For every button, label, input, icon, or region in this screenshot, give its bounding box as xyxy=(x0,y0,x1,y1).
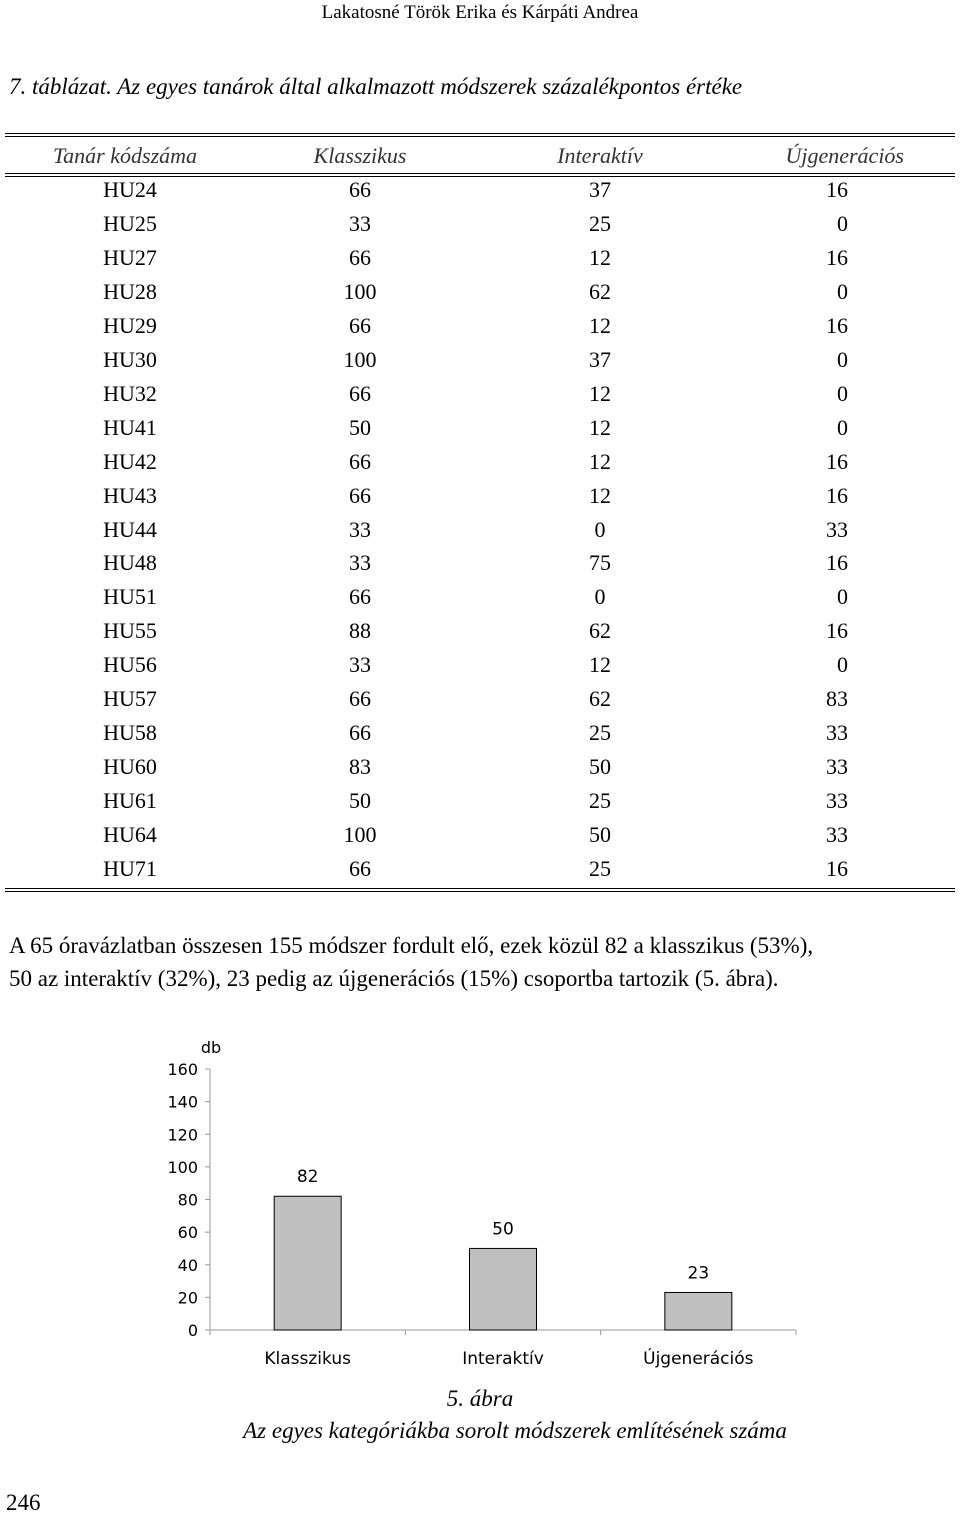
cell-ujgeneracios: 16 xyxy=(826,312,848,338)
table-row xyxy=(0,177,960,211)
cell-klasszikus: 50 xyxy=(349,788,371,814)
cell-klasszikus: 50 xyxy=(349,414,371,440)
cell-teacher-code: HU24 xyxy=(103,177,157,202)
cell-interaktiv: 12 xyxy=(589,482,611,508)
y-tick-label: 140 xyxy=(167,1092,198,1112)
cell-klasszikus: 88 xyxy=(349,618,371,644)
cell-ujgeneracios: 0 xyxy=(837,210,848,236)
cell-klasszikus: 33 xyxy=(349,652,371,678)
table-row xyxy=(0,381,960,415)
column-header-klasszikus: Klasszikus xyxy=(313,143,407,168)
cell-interaktiv: 25 xyxy=(589,856,611,881)
cell-ujgeneracios: 33 xyxy=(826,788,848,814)
table-row xyxy=(0,245,960,279)
cell-interaktiv: 12 xyxy=(589,448,611,474)
cell-teacher-code: HU42 xyxy=(103,448,157,474)
table-row xyxy=(0,347,960,381)
y-tick-label: 40 xyxy=(177,1255,198,1275)
cell-ujgeneracios: 16 xyxy=(826,244,848,270)
cell-ujgeneracios: 16 xyxy=(826,482,848,508)
cell-klasszikus: 66 xyxy=(349,584,371,610)
cell-teacher-code: HU55 xyxy=(103,618,157,644)
y-tick-label: 120 xyxy=(167,1125,198,1145)
cell-teacher-code: HU25 xyxy=(103,210,157,236)
x-category-label: Klasszikus xyxy=(264,1349,351,1369)
table-row xyxy=(0,686,960,720)
cell-klasszikus: 83 xyxy=(349,754,371,780)
y-tick-label: 80 xyxy=(177,1190,198,1210)
table-row xyxy=(0,788,960,822)
cell-teacher-code: HU64 xyxy=(103,822,157,848)
cell-ujgeneracios: 33 xyxy=(826,720,848,746)
cell-teacher-code: HU41 xyxy=(103,414,157,440)
page-number: 246 xyxy=(6,1490,41,1515)
table-top-rule xyxy=(5,133,955,137)
cell-klasszikus: 100 xyxy=(343,346,377,372)
table-header-row xyxy=(0,143,960,177)
y-tick-label: 0 xyxy=(187,1321,198,1340)
table-row xyxy=(0,754,960,788)
cell-klasszikus: 66 xyxy=(349,312,371,338)
table-row xyxy=(0,517,960,551)
cell-klasszikus: 33 xyxy=(349,210,371,236)
x-category-label: Interaktív xyxy=(462,1349,544,1369)
cell-ujgeneracios: 0 xyxy=(837,584,848,610)
cell-klasszikus: 66 xyxy=(349,720,371,746)
cell-klasszikus: 33 xyxy=(349,516,371,542)
body-paragraph xyxy=(9,929,954,995)
cell-interaktiv: 50 xyxy=(589,754,611,780)
table-row xyxy=(0,415,960,449)
bar-data-label: 82 xyxy=(296,1167,319,1188)
cell-teacher-code: HU30 xyxy=(103,346,157,372)
cell-interaktiv: 12 xyxy=(589,414,611,440)
y-tick-label: 100 xyxy=(167,1157,198,1177)
table-row xyxy=(0,856,960,890)
bar-újgenerációs xyxy=(665,1292,732,1330)
y-tick-label: 60 xyxy=(177,1223,198,1243)
cell-interaktiv: 50 xyxy=(589,822,611,848)
cell-interaktiv: 0 xyxy=(594,584,606,610)
cell-interaktiv: 12 xyxy=(589,244,611,270)
cell-teacher-code: HU61 xyxy=(103,788,157,814)
paragraph-line: 50 az interaktív (32%), 23 pedig az újgenerációs (15%) csoportba tartozik (5. ábra). xyxy=(9,966,779,991)
cell-teacher-code: HU48 xyxy=(103,550,157,576)
table-row xyxy=(0,449,960,483)
bar-data-label: 50 xyxy=(492,1219,514,1240)
x-category-label: Újgenerációs xyxy=(643,1349,754,1369)
cell-klasszikus: 66 xyxy=(349,448,371,474)
cell-teacher-code: HU28 xyxy=(103,278,157,304)
cell-ujgeneracios: 16 xyxy=(826,448,848,474)
cell-teacher-code: HU51 xyxy=(103,584,157,610)
cell-klasszikus: 66 xyxy=(349,482,371,508)
table-row xyxy=(0,211,960,245)
figure-caption: Az egyes kategóriákba sorolt módszerek említésének száma xyxy=(243,1418,787,1443)
cell-klasszikus: 100 xyxy=(343,278,377,304)
y-axis-label: db xyxy=(200,1038,222,1057)
cell-interaktiv: 12 xyxy=(589,312,611,338)
bar-klasszikus xyxy=(274,1196,341,1330)
cell-ujgeneracios: 0 xyxy=(837,414,848,440)
cell-interaktiv: 37 xyxy=(589,177,611,202)
table-caption: 7. táblázat. Az egyes tanárok által alkalmazott módszerek százalékpontos értéke xyxy=(9,74,743,99)
column-header-interaktiv: Interaktív xyxy=(557,143,643,168)
cell-ujgeneracios: 83 xyxy=(826,686,848,712)
cell-klasszikus: 66 xyxy=(349,856,371,881)
cell-klasszikus: 66 xyxy=(349,380,371,406)
cell-teacher-code: HU44 xyxy=(103,516,157,542)
table-row xyxy=(0,550,960,584)
table-row xyxy=(0,279,960,313)
cell-teacher-code: HU32 xyxy=(103,380,157,406)
cell-interaktiv: 25 xyxy=(589,210,611,236)
bar-interaktív xyxy=(470,1248,537,1330)
table-row xyxy=(0,652,960,686)
cell-teacher-code: HU58 xyxy=(103,720,157,746)
cell-ujgeneracios: 16 xyxy=(826,177,848,202)
table-row xyxy=(0,313,960,347)
cell-klasszikus: 66 xyxy=(349,244,371,270)
cell-klasszikus: 33 xyxy=(349,550,371,576)
table-bottom-rule xyxy=(5,888,955,892)
paragraph-line: A 65 óravázlatban összesen 155 módszer fordult elő, ezek közül 82 a klasszikus (53%), xyxy=(9,933,814,958)
cell-klasszikus: 100 xyxy=(343,822,377,848)
cell-teacher-code: HU27 xyxy=(103,244,157,270)
cell-klasszikus: 66 xyxy=(349,177,371,202)
cell-interaktiv: 37 xyxy=(589,346,611,372)
cell-interaktiv: 25 xyxy=(589,720,611,746)
cell-ujgeneracios: 0 xyxy=(837,346,848,372)
cell-ujgeneracios: 33 xyxy=(826,754,848,780)
table-row xyxy=(0,584,960,618)
cell-interaktiv: 75 xyxy=(589,550,611,576)
table-row xyxy=(0,822,960,856)
table-row xyxy=(0,618,960,652)
cell-ujgeneracios: 0 xyxy=(837,652,848,678)
cell-teacher-code: HU60 xyxy=(103,754,157,780)
cell-teacher-code: HU71 xyxy=(103,856,157,881)
cell-interaktiv: 0 xyxy=(594,516,606,542)
column-header-teacher-code: Tanár kódszáma xyxy=(52,143,198,168)
cell-interaktiv: 62 xyxy=(589,278,611,304)
figure-number: 5. ábra xyxy=(446,1386,514,1411)
cell-interaktiv: 25 xyxy=(589,788,611,814)
cell-klasszikus: 66 xyxy=(349,686,371,712)
y-tick-label: 20 xyxy=(177,1288,198,1308)
y-tick-label: 160 xyxy=(167,1060,198,1079)
table-row xyxy=(0,483,960,517)
running-header: Lakatosné Török Erika és Kárpáti Andrea xyxy=(321,2,639,23)
cell-teacher-code: HU56 xyxy=(103,652,157,678)
cell-ujgeneracios: 0 xyxy=(837,380,848,406)
cell-ujgeneracios: 16 xyxy=(826,856,848,881)
cell-ujgeneracios: 16 xyxy=(826,550,848,576)
cell-interaktiv: 62 xyxy=(589,618,611,644)
cell-interaktiv: 62 xyxy=(589,686,611,712)
cell-ujgeneracios: 33 xyxy=(826,516,848,542)
cell-ujgeneracios: 33 xyxy=(826,822,848,848)
cell-teacher-code: HU57 xyxy=(103,686,157,712)
cell-ujgeneracios: 16 xyxy=(826,618,848,644)
cell-teacher-code: HU43 xyxy=(103,482,157,508)
cell-teacher-code: HU29 xyxy=(103,312,157,338)
cell-interaktiv: 12 xyxy=(589,652,611,678)
column-header-ujgeneracios: Újgenerációs xyxy=(785,143,904,168)
table-row xyxy=(0,720,960,754)
cell-ujgeneracios: 0 xyxy=(837,278,848,304)
bar-data-label: 23 xyxy=(687,1263,710,1284)
cell-interaktiv: 12 xyxy=(589,380,611,406)
